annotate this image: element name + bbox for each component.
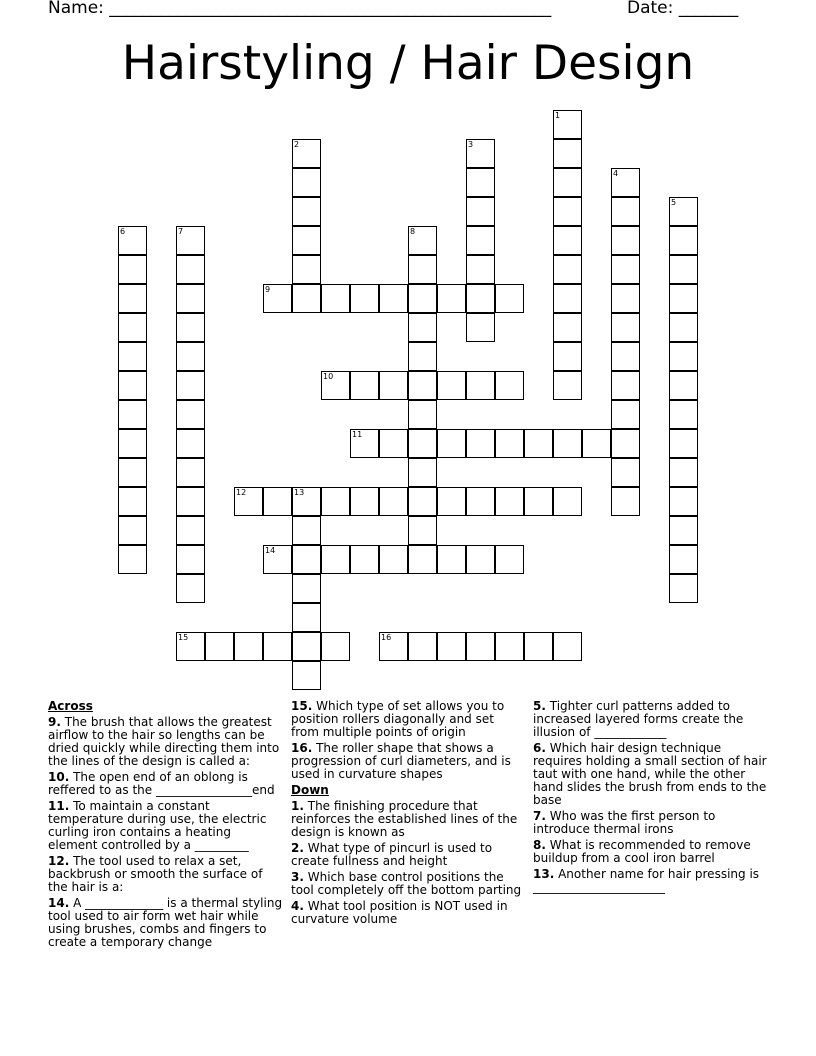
clue-down-7: 7. Who was the first person to introduce thermal irons (533, 809, 716, 836)
grid-cell[interactable] (176, 429, 205, 458)
grid-cell[interactable] (611, 400, 640, 429)
grid-cell[interactable] (524, 429, 553, 458)
grid-cell[interactable] (292, 574, 321, 603)
grid-cell[interactable] (118, 284, 147, 313)
clue-number: 6 (120, 227, 126, 236)
grid-cell[interactable] (495, 632, 524, 661)
grid-cell[interactable] (292, 168, 321, 197)
clue-across-12: 12. The tool used to relax a set, backbrush or smooth the surface of the hair is a: (48, 854, 263, 894)
grid-cell[interactable] (669, 371, 698, 400)
grid-cell[interactable] (466, 197, 495, 226)
clue-down-1: 1. The finishing procedure that reinforces the established lines of the design is known as (291, 799, 518, 839)
grid-cell[interactable] (524, 632, 553, 661)
clue-number: 9 (265, 285, 271, 294)
grid-cell[interactable] (669, 574, 698, 603)
clue-across-15: 15. Which type of set allows you to position rollers diagonally and set from multiple points of origin (291, 699, 505, 739)
grid-cell[interactable] (553, 313, 582, 342)
grid-cell[interactable] (553, 284, 582, 313)
grid-cell[interactable] (611, 429, 640, 458)
grid-cell[interactable] (263, 487, 292, 516)
grid-cell[interactable] (408, 545, 437, 574)
grid-cell[interactable] (408, 429, 437, 458)
grid-cell[interactable] (611, 255, 640, 284)
grid-cell[interactable] (408, 284, 437, 313)
clue-down-3: 3. Which base control positions the tool completely off the bottom parting (291, 870, 522, 897)
grid-cell[interactable] (118, 516, 147, 545)
grid-cell[interactable] (292, 197, 321, 226)
grid-cell[interactable] (611, 487, 640, 516)
grid-cell[interactable] (611, 371, 640, 400)
grid-cell[interactable] (669, 313, 698, 342)
grid-cell[interactable] (176, 574, 205, 603)
grid-cell[interactable] (321, 545, 350, 574)
grid-cell[interactable] (669, 342, 698, 371)
grid-cell[interactable] (408, 400, 437, 429)
grid-cell[interactable] (292, 545, 321, 574)
grid-cell[interactable] (669, 255, 698, 284)
grid-cell[interactable] (408, 487, 437, 516)
grid-cell[interactable] (495, 284, 524, 313)
grid-cell[interactable] (292, 603, 321, 632)
grid-cell[interactable] (234, 487, 263, 516)
clue-number: 2 (294, 140, 300, 149)
grid-cell[interactable] (292, 255, 321, 284)
grid-cell[interactable] (379, 545, 408, 574)
grid-cell[interactable] (611, 168, 640, 197)
grid-cell[interactable] (263, 545, 292, 574)
grid-cell[interactable] (669, 226, 698, 255)
grid-cell[interactable] (176, 371, 205, 400)
grid-cell[interactable] (466, 429, 495, 458)
grid-cell[interactable] (611, 458, 640, 487)
grid-cell[interactable] (524, 487, 553, 516)
clues-column-1 (48, 700, 284, 952)
grid-cell[interactable] (292, 661, 321, 690)
grid-cell[interactable] (553, 371, 582, 400)
grid-cell[interactable] (118, 545, 147, 574)
grid-cell[interactable] (118, 458, 147, 487)
grid-cell[interactable] (234, 632, 263, 661)
grid-cell[interactable] (669, 197, 698, 226)
grid-cell[interactable] (408, 516, 437, 545)
grid-cell[interactable] (176, 284, 205, 313)
clue-number: 11 (352, 430, 363, 439)
clues-column-3 (533, 700, 771, 897)
grid-cell[interactable] (118, 487, 147, 516)
grid-cell[interactable] (379, 371, 408, 400)
grid-cell[interactable] (379, 632, 408, 661)
date-line: Date: _______ (627, 0, 739, 18)
clues-column-2 (291, 700, 525, 929)
grid-cell[interactable] (437, 487, 466, 516)
grid-cell[interactable] (466, 226, 495, 255)
grid-cell[interactable] (553, 110, 582, 139)
grid-cell[interactable] (321, 487, 350, 516)
grid-cell[interactable] (263, 284, 292, 313)
grid-cell[interactable] (408, 342, 437, 371)
clue-across-10: 10. The open end of an oblong is reffered to as the ________________end (48, 770, 275, 797)
grid-cell[interactable] (408, 458, 437, 487)
grid-cell[interactable] (553, 197, 582, 226)
grid-cell[interactable] (176, 458, 205, 487)
grid-cell[interactable] (176, 313, 205, 342)
across-heading: Across (48, 699, 93, 713)
grid-cell[interactable] (118, 429, 147, 458)
grid-cell[interactable] (611, 226, 640, 255)
clue-number: 15 (178, 633, 189, 642)
grid-cell[interactable] (176, 487, 205, 516)
grid-cell[interactable] (553, 168, 582, 197)
grid-cell[interactable] (292, 632, 321, 661)
clue-across-11: 11. To maintain a constant temperature during use, the electric curling iron contains a heating element controlled by a _________ (48, 799, 267, 852)
grid-cell[interactable] (379, 284, 408, 313)
grid-cell[interactable] (350, 284, 379, 313)
grid-cell[interactable] (553, 139, 582, 168)
clue-down-2: 2. What type of pincurl is used to create fullness and height (291, 841, 493, 868)
grid-cell[interactable] (176, 226, 205, 255)
grid-cell[interactable] (176, 342, 205, 371)
grid-cell[interactable] (669, 458, 698, 487)
grid-cell[interactable] (118, 371, 147, 400)
clue-number: 1 (555, 111, 561, 120)
clue-across-9: 9. The brush that allows the greatest airflow to the hair so lengths can be dried quickly while directing them into the lines of the design is called a: (48, 715, 280, 768)
clue-down-6: 6. Which hair design technique requires holding a small section of hair taut with one hand, while the other hand slides the brush from ends to the base (533, 741, 767, 807)
clue-number: 4 (613, 169, 619, 178)
grid-cell[interactable] (408, 226, 437, 255)
grid-cell[interactable] (408, 255, 437, 284)
grid-cell[interactable] (495, 545, 524, 574)
grid-cell[interactable] (466, 313, 495, 342)
grid-cell[interactable] (466, 255, 495, 284)
clue-across-16: 16. The roller shape that shows a progression of curl diameters, and is used in curvature shapes (291, 741, 511, 781)
grid-cell[interactable] (321, 371, 350, 400)
grid-cell[interactable] (669, 429, 698, 458)
page-title: Hairstyling / Hair Design (121, 36, 695, 91)
grid-cell[interactable] (176, 545, 205, 574)
grid-cell[interactable] (118, 255, 147, 284)
clue-number: 3 (468, 140, 474, 149)
grid-cell[interactable] (350, 371, 379, 400)
clue-number: 16 (381, 633, 392, 642)
grid-cell[interactable] (437, 284, 466, 313)
grid-cell[interactable] (466, 139, 495, 168)
grid-cell[interactable] (321, 632, 350, 661)
clue-number: 13 (294, 488, 305, 497)
grid-cell[interactable] (553, 429, 582, 458)
grid-cell[interactable] (466, 487, 495, 516)
clue-number: 10 (323, 372, 334, 381)
grid-cell[interactable] (466, 632, 495, 661)
grid-cell[interactable] (466, 545, 495, 574)
grid-cell[interactable] (582, 429, 611, 458)
clue-number: 12 (236, 488, 247, 497)
grid-cell[interactable] (176, 255, 205, 284)
clue-number: 7 (178, 227, 184, 236)
clue-number: 5 (671, 198, 677, 207)
grid-cell[interactable] (437, 371, 466, 400)
grid-cell[interactable] (553, 342, 582, 371)
clue-across-14: 14. A _____________ is a thermal styling tool used to air form wet hair while using brushes, combs and fingers to create a temporary change (48, 896, 283, 949)
grid-cell[interactable] (495, 429, 524, 458)
clue-down-13: 13. Another name for hair pressing is ______________________ (533, 867, 760, 894)
grid-cell[interactable] (611, 342, 640, 371)
grid-cell[interactable] (669, 284, 698, 313)
grid-cell[interactable] (176, 632, 205, 661)
grid-cell[interactable] (669, 516, 698, 545)
grid-cell[interactable] (408, 313, 437, 342)
grid-cell[interactable] (205, 632, 234, 661)
grid-cell[interactable] (437, 632, 466, 661)
grid-cell[interactable] (118, 226, 147, 255)
grid-cell[interactable] (292, 487, 321, 516)
grid-cell[interactable] (292, 139, 321, 168)
clue-down-4: 4. What tool position is NOT used in curvature volume (291, 899, 508, 926)
down-heading: Down (291, 783, 329, 797)
grid-cell[interactable] (118, 342, 147, 371)
grid-cell[interactable] (176, 516, 205, 545)
grid-cell[interactable] (350, 487, 379, 516)
clue-number: 8 (410, 227, 416, 236)
grid-cell[interactable] (495, 487, 524, 516)
grid-cell[interactable] (466, 168, 495, 197)
grid-cell[interactable] (553, 226, 582, 255)
grid-cell[interactable] (466, 284, 495, 313)
grid-cell[interactable] (350, 545, 379, 574)
grid-cell[interactable] (669, 545, 698, 574)
grid-cell[interactable] (321, 284, 350, 313)
grid-cell[interactable] (408, 371, 437, 400)
clue-down-5: 5. Tighter curl patterns added to increased layered forms create the illusion of ____________ (533, 699, 744, 739)
grid-cell[interactable] (611, 197, 640, 226)
grid-cell[interactable] (176, 400, 205, 429)
grid-cell[interactable] (495, 371, 524, 400)
grid-cell[interactable] (292, 516, 321, 545)
grid-cell[interactable] (466, 371, 495, 400)
clue-number: 14 (265, 546, 276, 555)
grid-cell[interactable] (611, 313, 640, 342)
grid-cell[interactable] (263, 632, 292, 661)
grid-cell[interactable] (379, 429, 408, 458)
clue-down-8: 8. What is recommended to remove buildup from a cool iron barrel (533, 838, 751, 865)
grid-cell[interactable] (553, 487, 582, 516)
name-line: Name: ____________________________________________________ (48, 0, 552, 18)
grid-cell[interactable] (611, 284, 640, 313)
grid-cell[interactable] (553, 255, 582, 284)
grid-cell[interactable] (669, 400, 698, 429)
grid-cell[interactable] (292, 226, 321, 255)
grid-cell[interactable] (379, 487, 408, 516)
grid-cell[interactable] (553, 632, 582, 661)
grid-cell[interactable] (408, 632, 437, 661)
grid-cell[interactable] (118, 313, 147, 342)
grid-cell[interactable] (437, 429, 466, 458)
grid-cell[interactable] (350, 429, 379, 458)
grid-cell[interactable] (437, 545, 466, 574)
grid-cell[interactable] (669, 487, 698, 516)
grid-cell[interactable] (292, 284, 321, 313)
grid-cell[interactable] (118, 400, 147, 429)
